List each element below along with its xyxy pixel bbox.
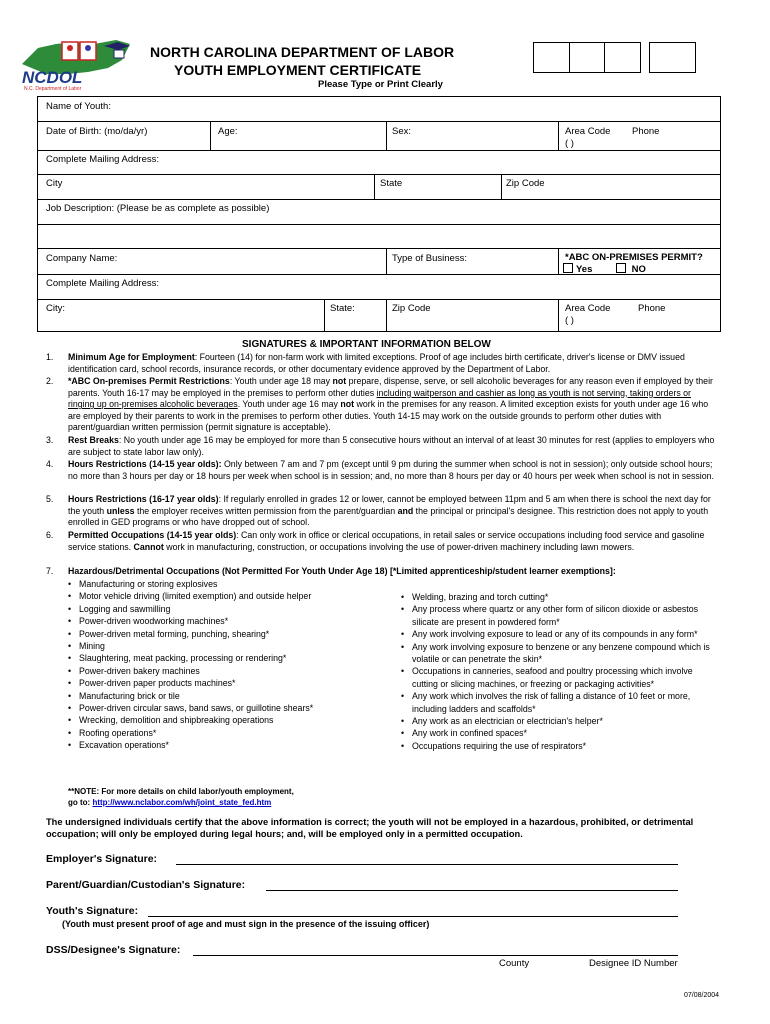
list-item: • Mining (66, 640, 328, 652)
print-instruction: Please Type or Print Clearly (318, 79, 443, 90)
youth-signature-note: (Youth must present proof of age and must sign in the presence of the issuing officer) (62, 919, 430, 929)
date-of-birth-field[interactable]: Date of Birth: (mo/da/yr) (46, 126, 148, 137)
page-title: NORTH CAROLINA DEPARTMENT OF LABOR (150, 44, 455, 60)
item-1-number: 1. (46, 352, 54, 362)
list-item: • Power-driven woodworking machines* (66, 615, 328, 627)
county-label: County (499, 958, 530, 969)
company-city-field[interactable]: City: (46, 303, 65, 314)
id-box-3[interactable] (604, 42, 641, 73)
abc-yes-option[interactable] (563, 263, 592, 275)
note (68, 786, 294, 808)
list-item: • Power-driven paper products machines* (66, 677, 328, 689)
employer-signature-label: Employer's Signature: (46, 853, 158, 865)
item-7-title: Hazardous/Detrimental Occupations (Not Permitted For Youth Under Age 18) [*Limited apprenticeship/student learner exemptions]: (68, 566, 616, 576)
item-5-number: 5. (46, 494, 54, 504)
nclabor-link[interactable]: http://www.nclabor.com/wh/joint_state_fed.htm (92, 798, 272, 807)
name-of-youth-field[interactable]: Name of Youth: (46, 101, 111, 112)
no-checkbox[interactable] (616, 263, 626, 273)
dss-signature-label: DSS/Designee's Signature: (46, 944, 181, 956)
mailing-address-field[interactable]: Complete Mailing Address: (46, 154, 159, 165)
company-name-field[interactable]: Company Name: (46, 253, 118, 264)
company-state-field[interactable]: State: (330, 303, 355, 314)
logo-subtext: N.C. Department of Labor (24, 86, 82, 92)
zip-code-field[interactable]: Zip Code (506, 178, 545, 189)
list-item: • Roofing operations* (66, 727, 328, 739)
item-4-number: 4. (46, 459, 54, 469)
item-1-text: Minimum Age for Employment: Fourteen (14) for non-farm work with limited exceptions. Proof of age includes birth certificate, driver's license or DMV issued identification card, school records, insurance records, or other documentary evidence approved by the Department of Labor. (68, 352, 685, 374)
list-item: • Power-driven metal forming, punching, shearing* (66, 628, 328, 640)
list-item: • Power-driven circular saws, band saws, or guillotine shears* (66, 702, 328, 714)
list-item: • Any work involving exposure to lead or any of its compounds in any form* (399, 628, 719, 640)
list-item: • Excavation operations* (66, 739, 328, 751)
yes-label: Yes (576, 264, 593, 275)
item-4-text: Hours Restrictions (14-15 year olds): Only between 7 am and 7 pm (except until 9 pm during the summer when school is not in session); only outside school hours; no more than 3 hours per day or 18 hours per week when school is in session; and, no more than 8 hours per day or 40 hours per week when school is not in session. (68, 459, 714, 481)
parent-signature-line[interactable] (266, 890, 678, 891)
list-item: • Occupations in canneries, seafood and poultry processing which involve cutting or slicing machines, or freezing or packaging activities* (399, 665, 719, 690)
youth-signature-line[interactable] (148, 916, 678, 917)
id-box-2[interactable] (568, 42, 605, 73)
note-prefix: go to: (68, 798, 93, 807)
item-7-number: 7. (46, 566, 54, 576)
type-of-business-field[interactable]: Type of Business: (392, 253, 467, 264)
age-field[interactable]: Age: (218, 126, 238, 137)
list-item: • Motor vehicle driving (limited exemption) and outside helper (66, 590, 328, 602)
company-area-code-label: Area Code (565, 303, 611, 314)
item-3-text: Rest Breaks: No youth under age 16 may be employed for more than 5 consecutive hours without an interval of at least 30 minutes for rest (applies to employers who are subject to state labor law only). (68, 435, 715, 457)
parent-signature-label: Parent/Guardian/Custodian's Signature: (46, 879, 246, 891)
item-6-text: Permitted Occupations (14-15 year olds): Can only work in office or clerical occupations, in retail sales or service occupations including food service and gasoline service stations. Cannot work in manufacturing, construction, or occupations involving the use of power-driven machinery including lawn mowers. (68, 530, 705, 552)
list-item: • Occupations requiring the use of respirators* (399, 740, 719, 752)
company-mailing-address-field[interactable]: Complete Mailing Address: (46, 278, 159, 289)
job-description-field[interactable]: Job Description: (Please be as complete as possible) (46, 203, 270, 214)
item-2-text: *ABC On-premises Permit Restrictions: Youth under age 18 may not prepare, dispense, serve, or sell alcoholic beverages for any reason even if employed by their parents. Youth 16-17 may be employed in the premises to perform other duties including waitperson and cashier as long as youth is not serving, taking orders or ringing up on-premises alcoholic beverages. Youth under age 16 may not work in the premises for any reason. A limited exception exists for youth under age 16 who are employed by their parents to work in the premises to perform other duties. Youth 14-15 may work on the outside grounds to perform other duties with parent/guardian written permission (permit signature is acceptable). (68, 376, 713, 433)
list-item: • Any work involving exposure to benzene or any benzene compound which is volatile or can penetrate the skin* (399, 641, 719, 666)
list-item: • Welding, brazing and torch cutting* (399, 591, 719, 603)
list-item: • Logging and sawmilling (66, 603, 328, 615)
form-date: 07/08/2004 (684, 992, 720, 999)
company-zip-field[interactable]: Zip Code (392, 303, 431, 314)
list-item: • Wrecking, demolition and shipbreaking operations (66, 714, 328, 726)
list-item: • Any work as an electrician or electrician's helper* (399, 715, 719, 727)
abc-no-option[interactable] (616, 263, 646, 275)
section-heading: SIGNATURES & IMPORTANT INFORMATION BELOW (242, 339, 491, 350)
list-item: • Manufacturing or storing explosives (66, 578, 328, 590)
list-item: • Manufacturing brick or tile (66, 690, 328, 702)
sex-field[interactable]: Sex: (392, 126, 412, 137)
item-3-number: 3. (46, 435, 54, 445)
abc-permit-label: *ABC ON-PREMISES PERMIT? (565, 252, 703, 263)
list-item: • Any process where quartz or any other form of silicon dioxide or asbestos silicate are present in powdered form* (399, 603, 719, 628)
id-box-1[interactable] (533, 42, 570, 73)
dss-signature-line[interactable] (193, 955, 678, 956)
yes-checkbox[interactable] (563, 263, 573, 273)
state-field[interactable]: State (380, 178, 403, 189)
list-item: • Power-driven bakery machines (66, 665, 328, 677)
hazardous-list-right (399, 591, 719, 752)
youth-signature-label: Youth's Signature: (46, 905, 139, 917)
note-text: **NOTE: For more details on child labor/youth employment, (68, 787, 294, 796)
list-item: • Any work in confined spaces* (399, 727, 719, 739)
item-6-number: 6. (46, 530, 54, 540)
area-code-label: Area Code (565, 126, 611, 137)
designee-id-label: Designee ID Number (589, 958, 678, 969)
hazardous-list-left (66, 578, 328, 752)
city-field[interactable]: City (46, 178, 63, 189)
item-5-text: Hours Restrictions (16-17 year olds): If regularly enrolled in grades 12 or lower, cannot be employed between 11pm and 5 am when there is school the next day for the youth unless the employer receives written permission from the parent/guardian and the principal or principal's designee. This restriction does not apply to youth enrolled in GED programs or who have dropped out of school. (68, 494, 711, 528)
company-area-code-parens: ( ) (565, 315, 574, 326)
list-item: • Slaughtering, meat packing, processing or rendering* (66, 652, 328, 664)
id-box-4[interactable] (649, 42, 696, 73)
company-phone-field[interactable]: Phone (638, 303, 666, 314)
list-item: • Any work which involves the risk of falling a distance of 10 feet or more, including ladders and scaffolds* (399, 690, 719, 715)
no-label: NO (631, 264, 646, 275)
area-code-parens: ( ) (565, 138, 574, 149)
logo-text: NCDOL (22, 68, 83, 87)
certification-statement: The undersigned individuals certify that the above information is correct; the youth will not be employed in a hazardous, prohibited, or detrimental occupation; will only be employed during legal hours; and, will be employed only in a permitted occupation. (46, 817, 694, 840)
employer-signature-line[interactable] (176, 864, 678, 865)
item-2-number: 2. (46, 376, 54, 386)
page-subtitle: YOUTH EMPLOYMENT CERTIFICATE (174, 62, 422, 78)
phone-field[interactable]: Phone (632, 126, 660, 137)
